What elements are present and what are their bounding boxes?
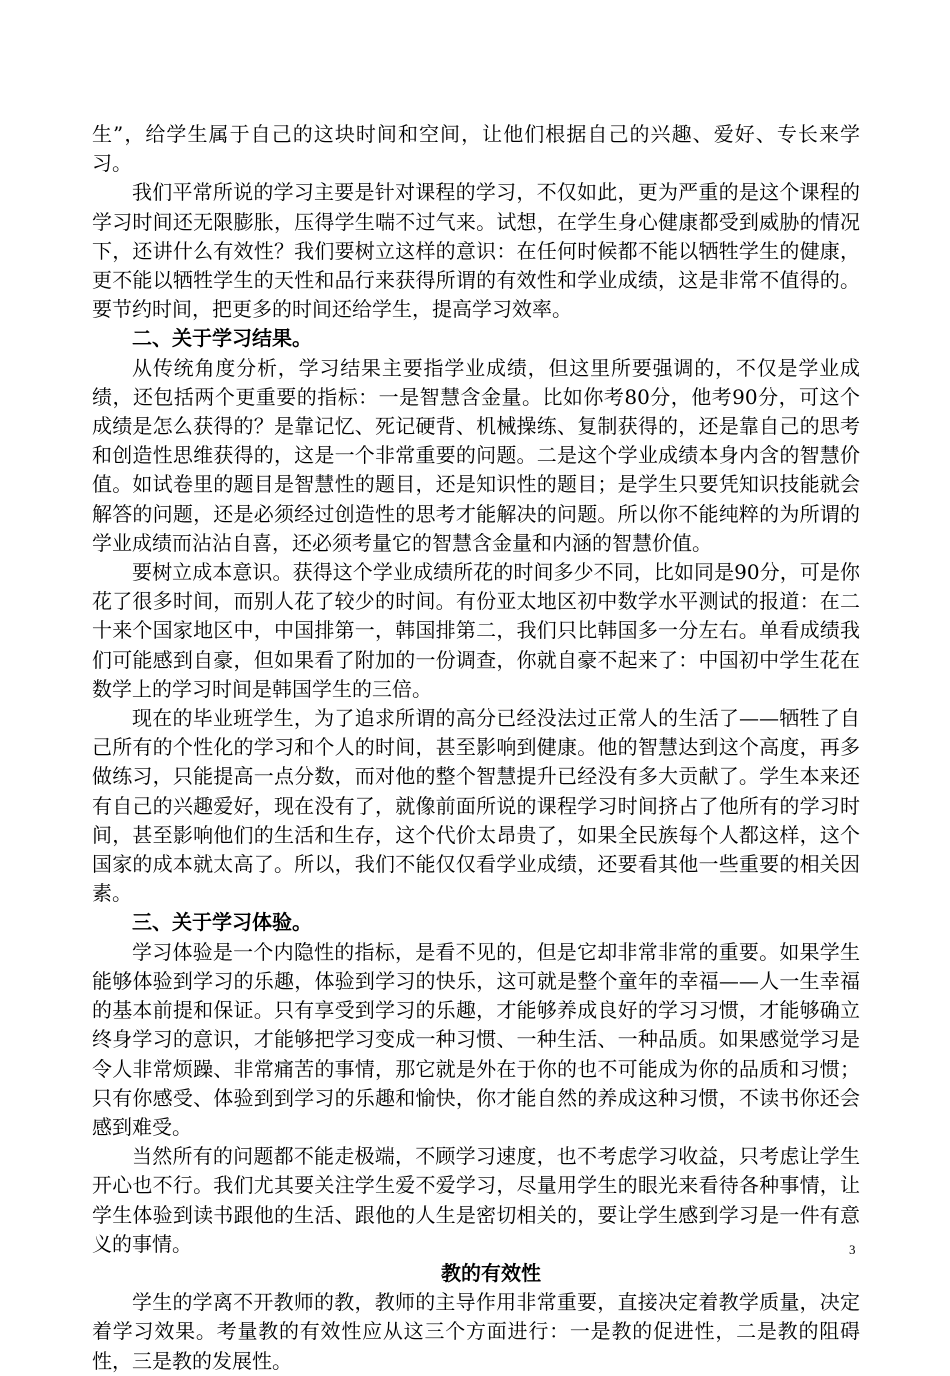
- section-heading-learning-experience: 三、关于学习体验。: [132, 910, 312, 935]
- paragraph-learning-results: 从传统角度分析，学习结果主要指学业成绩，但这里所要强调的，不仅是学业成绩，还包括两个更重要的指标：一是智慧含金量。比如你考80分，他考90分，可这个成绩是怎么获得的？是靠记忆、死记硬背、机械操练、复制获得的，还是靠自己的思考和创造性思维获得的，这是一个非常重要的问题。二是这个学业成绩本身内含的智慧价值。如试卷里的题目是智慧性的题目，还是知识性的题目；是学生只要凭知识技能就会解答的问题，还是必须经过创造性的思考才能解决的问题。所以你不能纯粹的为所谓的学业成绩而沾沾自喜，还必须考量它的智慧含金量和内涵的智慧价值。: [92, 355, 860, 555]
- paragraph-learning-experience: 学习体验是一个内隐性的指标，是看不见的，但是它却非常非常的重要。如果学生能够体验到学习的乐趣，体验到学习的快乐，这可就是整个童年的幸福——人一生幸福的基本前提和保证。只有享受到学习的乐趣，才能够养成良好的学习习惯，才能够确立终身学习的意识，才能够把学习变成一种习惯、一种生活、一种品质。如果感觉学习是令人非常烦躁、非常痛苦的事情，那它就是外在于你的也不可能成为你的品质和习惯；只有你感受、体验到到学习的乐趣和愉快，你才能自然的养成这种习惯，不读书你还会感到难受。: [92, 939, 860, 1139]
- document-body: [92, 120, 860, 1376]
- paragraph-cost-awareness: 要树立成本意识。获得这个学业成绩所花的时间多少不同，比如同是90分，可是你花了很多时间，而别人花了较少的时间。有份亚太地区初中数学水平测试的报道：在二十来个国家地区中，中国排第一，韩国排第二，我们只比韩国多一分左右。单看成绩我们可能感到自豪，但如果看了附加的一份调查，你就自豪不起来了：中国初中学生花在数学上的学习时间是韩国学生的三倍。: [92, 560, 860, 701]
- section-heading-learning-results: 二、关于学习结果。: [132, 326, 312, 351]
- section-title-teaching-effectiveness: 教的有效性: [441, 1260, 541, 1285]
- paragraph-graduating-students: 现在的毕业班学生，为了追求所谓的高分已经没法过正常人的生活了——牺牲了自己所有的个性化的学习和个人的时间，甚至影响到健康。他的智慧达到这个高度，再多做练习，只能提高一点分数，而对他的整个智慧提升已经没有多大贡献了。学生本来还有自己的兴趣爱好，现在没有了，就像前面所说的课程学习时间挤占了他所有的学习时间，甚至影响他们的生活和生存，这个代价太昂贵了，如果全民族每个人都这样，这个国家的成本就太高了。所以，我们不能仅仅看学业成绩，还要看其他一些重要的相关因素。: [92, 706, 860, 906]
- paragraph-no-extremes: 当然所有的问题都不能走极端，不顾学习速度，也不考虑学习收益，只考虑让学生开心也不行。我们尤其要关注学生爱不爱学习，尽量用学生的眼光来看待各种事情，让学生体验到读书跟他的生活、跟他的人生是密切相关的，要让学生感到学习是一件有意义的事情。: [92, 1144, 860, 1256]
- page-number: 3: [849, 1242, 856, 1257]
- paragraph-study-time: 我们平常所说的学习主要是针对课程的学习，不仅如此，更为严重的是这个课程的学习时间还无限膨胀，压得学生喘不过气来。试想，在学生身心健康都受到威胁的情况下，还讲什么有效性？我们要树立这样的意识：在任何时候都不能以牺牲学生的健康，更不能以牺牲学生的天性和品行来获得所谓的有效性和学业成绩，这是非常不值得的。要节约时间，把更多的时间还给学生，提高学习效率。: [92, 180, 860, 322]
- paragraph-continued: 生”，给学生属于自己的这块时间和空间，让他们根据自己的兴趣、爱好、专长来学习。: [92, 122, 860, 176]
- paragraph-teaching-effectiveness: 学生的学离不开教师的教，教师的主导作用非常重要，直接决定着教学质量，决定着学习效果。考量教的有效性应从这三个方面进行：一是教的促进性，二是教的阻碍性，三是教的发展性。: [92, 1290, 860, 1373]
